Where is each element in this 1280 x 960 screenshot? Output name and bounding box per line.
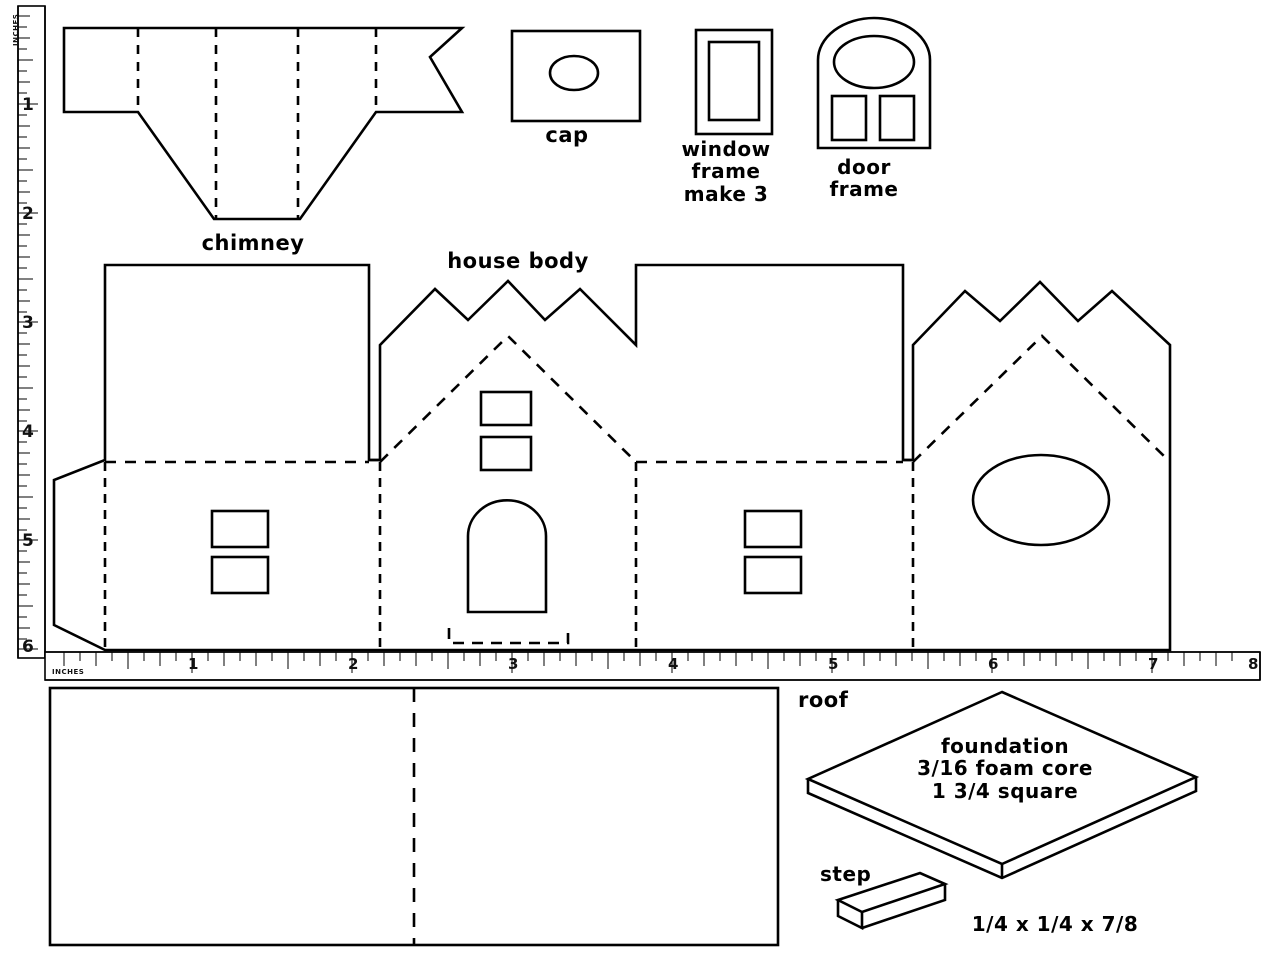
- window-frame-piece: [696, 30, 772, 134]
- label-window-frame-line1: window: [681, 137, 771, 161]
- horizontal-tick-4: 4: [668, 655, 679, 673]
- label-step-dimensions: 1/4 x 1/4 x 7/8: [971, 912, 1139, 936]
- label-cap: cap: [545, 123, 589, 147]
- vertical-tick-4: 4: [22, 422, 34, 442]
- horizontal-tick-3: 3: [508, 655, 519, 673]
- vertical-tick-5: 5: [22, 531, 34, 551]
- label-door-frame: [830, 156, 899, 201]
- label-window-frame: [681, 138, 770, 205]
- house-body-piece: [54, 265, 1170, 650]
- label-foundation-line1: foundation: [940, 734, 1070, 758]
- horizontal-tick-2: 2: [348, 655, 359, 673]
- horizontal-tick-8: 8: [1248, 655, 1259, 673]
- horizontal-ruler-unit-label: INCHES: [52, 668, 85, 676]
- horizontal-tick-6: 6: [988, 655, 999, 673]
- label-window-frame-line2: frame: [691, 159, 761, 184]
- vertical-ruler-unit-label: INCHES: [12, 13, 20, 46]
- label-step: step: [820, 862, 872, 886]
- chimney-piece: [64, 28, 462, 219]
- horizontal-tick-1: 1: [188, 655, 199, 673]
- label-foundation-line3: 1 3/4 square: [931, 778, 1079, 803]
- label-door-frame-line1: door: [837, 155, 891, 179]
- roof-piece: [50, 688, 778, 945]
- cap-piece: [512, 31, 640, 121]
- vertical-tick-2: 2: [22, 204, 34, 224]
- vertical-tick-3: 3: [22, 313, 34, 333]
- horizontal-tick-7: 7: [1148, 655, 1159, 673]
- horizontal-ruler: [45, 652, 1260, 680]
- door-frame-piece: [818, 18, 930, 148]
- label-chimney: chimney: [201, 231, 305, 255]
- label-house-body: house body: [447, 249, 589, 273]
- vertical-tick-6: 6: [22, 637, 34, 657]
- label-window-frame-line3: make 3: [683, 181, 769, 206]
- label-foundation: [917, 735, 1093, 802]
- label-roof: roof: [798, 688, 849, 712]
- vertical-tick-1: 1: [22, 95, 34, 115]
- label-foundation-line2: 3/16 foam core: [917, 756, 1093, 781]
- label-door-frame-line2: frame: [829, 177, 899, 202]
- horizontal-tick-5: 5: [828, 655, 839, 673]
